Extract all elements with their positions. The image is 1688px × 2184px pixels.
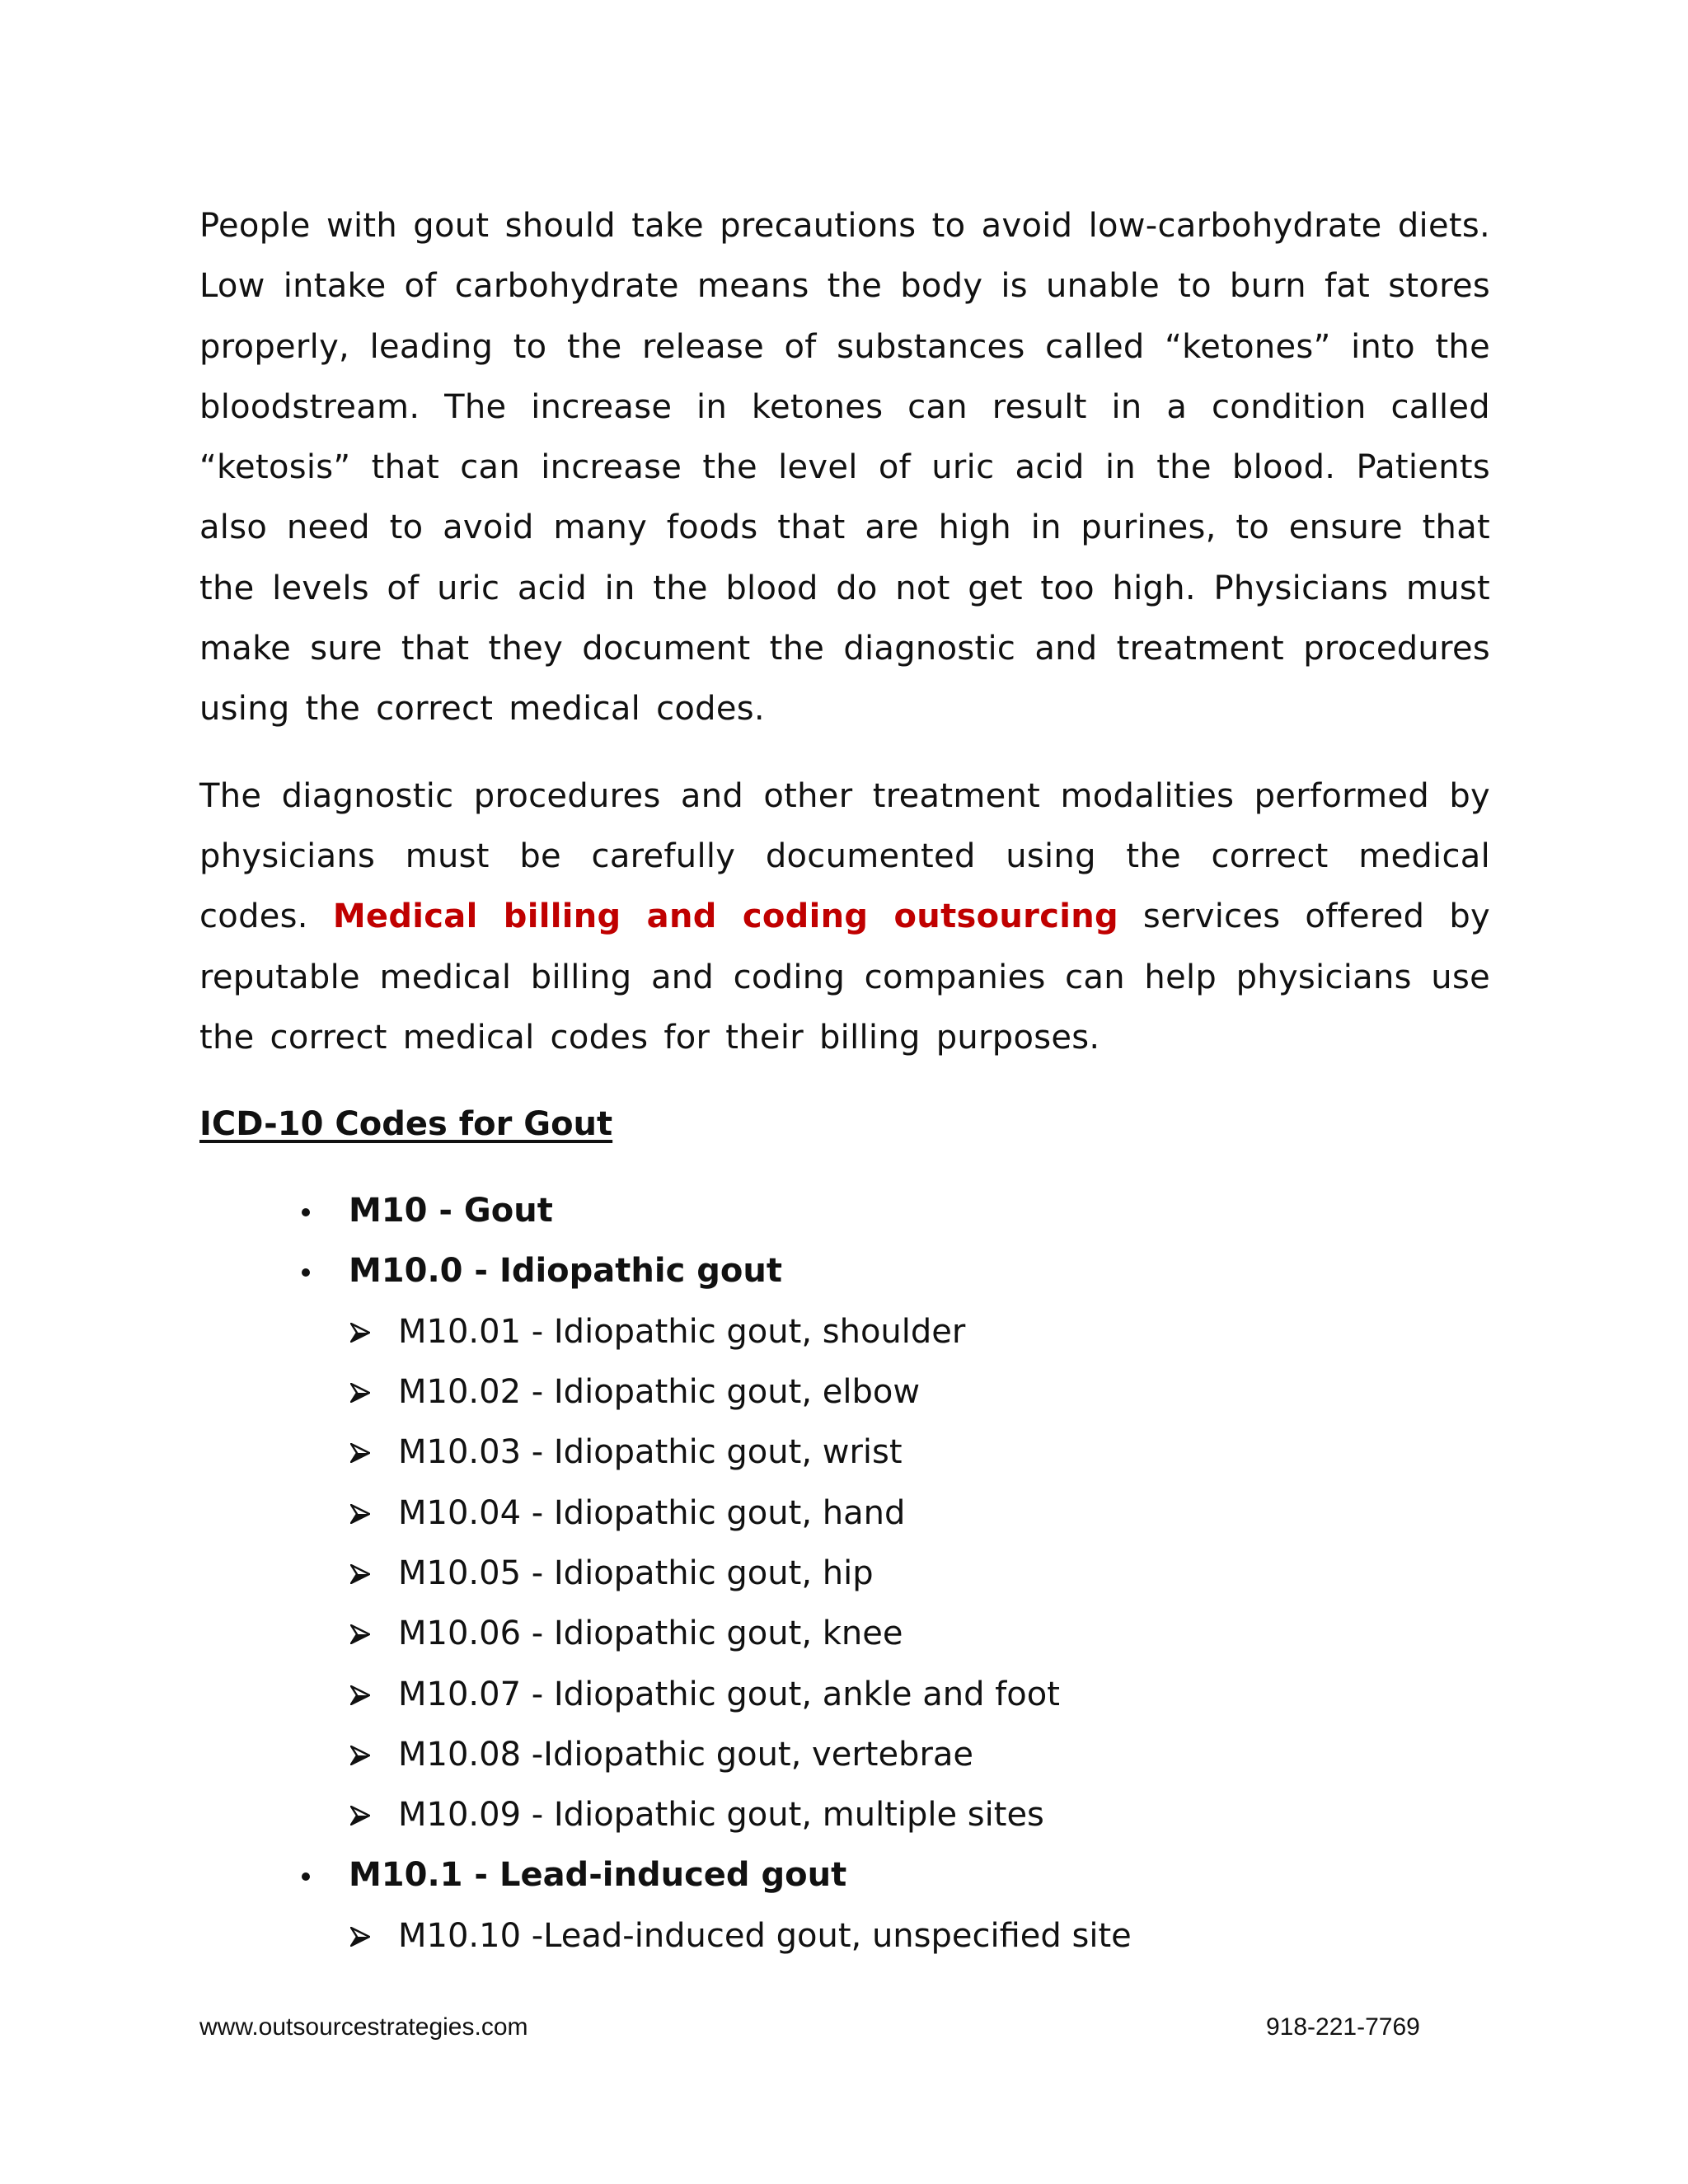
subcode-text: M10.01 - Idiopathic gout, shoulder (398, 1312, 966, 1351)
arrow-bullet-icon (350, 1504, 370, 1524)
subcode-item (349, 1906, 1490, 1966)
page-content (199, 196, 1490, 1966)
subcode-text: M10.07 - Idiopathic gout, ankle and foot (398, 1675, 1060, 1713)
arrow-bullet-icon (350, 1746, 370, 1765)
section-heading: ICD-10 Codes for Gout (199, 1105, 613, 1144)
footer-phone: 918-221-7769 (1266, 2013, 1420, 2041)
code-item (199, 1845, 1490, 1966)
subcode-text: M10.04 - Idiopathic gout, hand (398, 1493, 906, 1532)
arrow-bullet-icon (350, 1927, 370, 1947)
arrow-bullet-icon (350, 1624, 370, 1644)
arrow-bullet-icon (350, 1323, 370, 1343)
subcode-item (349, 1483, 1490, 1544)
subcode-text: M10.10 -Lead-induced gout, unspecified site (398, 1916, 1132, 1955)
subcode-item (349, 1422, 1490, 1483)
paragraph-gout-precautions: People with gout should take precautions to avoid low-carbohydrate diets. Low intake of carbohydrate means the body is unable to burn fat stores properly, leading to the release of substances called “ketones” into the bloodstream. The increase in ketones can result in a condition called “ketosis” that can increase the level of uric acid in the blood. Patients also need to avoid many foods that are high in purines, to ensure that the levels of uric acid in the blood do not get too high. Physicians must make sure that they document the diagnostic and treatment procedures using the correct medical codes. (199, 207, 1490, 729)
subcode-text: M10.05 - Idiopathic gout, hip (398, 1554, 874, 1592)
subcode-text: M10.02 - Idiopathic gout, elbow (398, 1373, 921, 1412)
paragraph-text-before: The diagnostic procedures and other treatment modalities performed by physicians must be carefully documented using the correct medical codes. (199, 776, 1490, 936)
bullet-dot-icon (302, 1872, 310, 1881)
arrow-bullet-icon (350, 1383, 370, 1403)
subcode-item (349, 1362, 1490, 1422)
bullet-dot-icon (302, 1268, 310, 1277)
subcode-item (349, 1544, 1490, 1604)
subcode-item (349, 1665, 1490, 1725)
subcode-list (349, 1302, 1490, 1846)
code-label: M10.0 - Idiopathic gout (349, 1252, 782, 1291)
paragraph-text-after: services offered by reputable medical billing and coding companies can help physicians use the correct medical codes for their billing purposes. (199, 898, 1490, 1057)
subcode-text: M10.08 -Idiopathic gout, vertebrae (398, 1735, 974, 1774)
arrow-bullet-icon (350, 1564, 370, 1584)
subcode-item (349, 1725, 1490, 1785)
paragraph-documentation (199, 766, 1490, 1068)
subcode-text: M10.06 - Idiopathic gout, knee (398, 1615, 903, 1653)
subcode-item (349, 1302, 1490, 1362)
subcode-item (349, 1604, 1490, 1664)
code-label: M10 - Gout (349, 1192, 553, 1230)
subcode-list (349, 1906, 1490, 1966)
icd10-code-list (199, 1181, 1490, 1966)
subcode-text: M10.03 - Idiopathic gout, wrist (398, 1433, 903, 1472)
code-item (199, 1241, 1490, 1845)
code-item (199, 1181, 1490, 1241)
footer-website: www.outsourcestrategies.com (199, 2013, 528, 2041)
subcode-text: M10.09 - Idiopathic gout, multiple sites (398, 1796, 1044, 1835)
outsourcing-link[interactable]: Medical billing and coding outsourcing (332, 898, 1118, 936)
arrow-bullet-icon (350, 1806, 370, 1825)
code-label: M10.1 - Lead-induced gout (349, 1856, 847, 1895)
bullet-dot-icon (302, 1208, 310, 1216)
arrow-bullet-icon (350, 1685, 370, 1705)
arrow-bullet-icon (350, 1443, 370, 1463)
subcode-item (349, 1785, 1490, 1845)
